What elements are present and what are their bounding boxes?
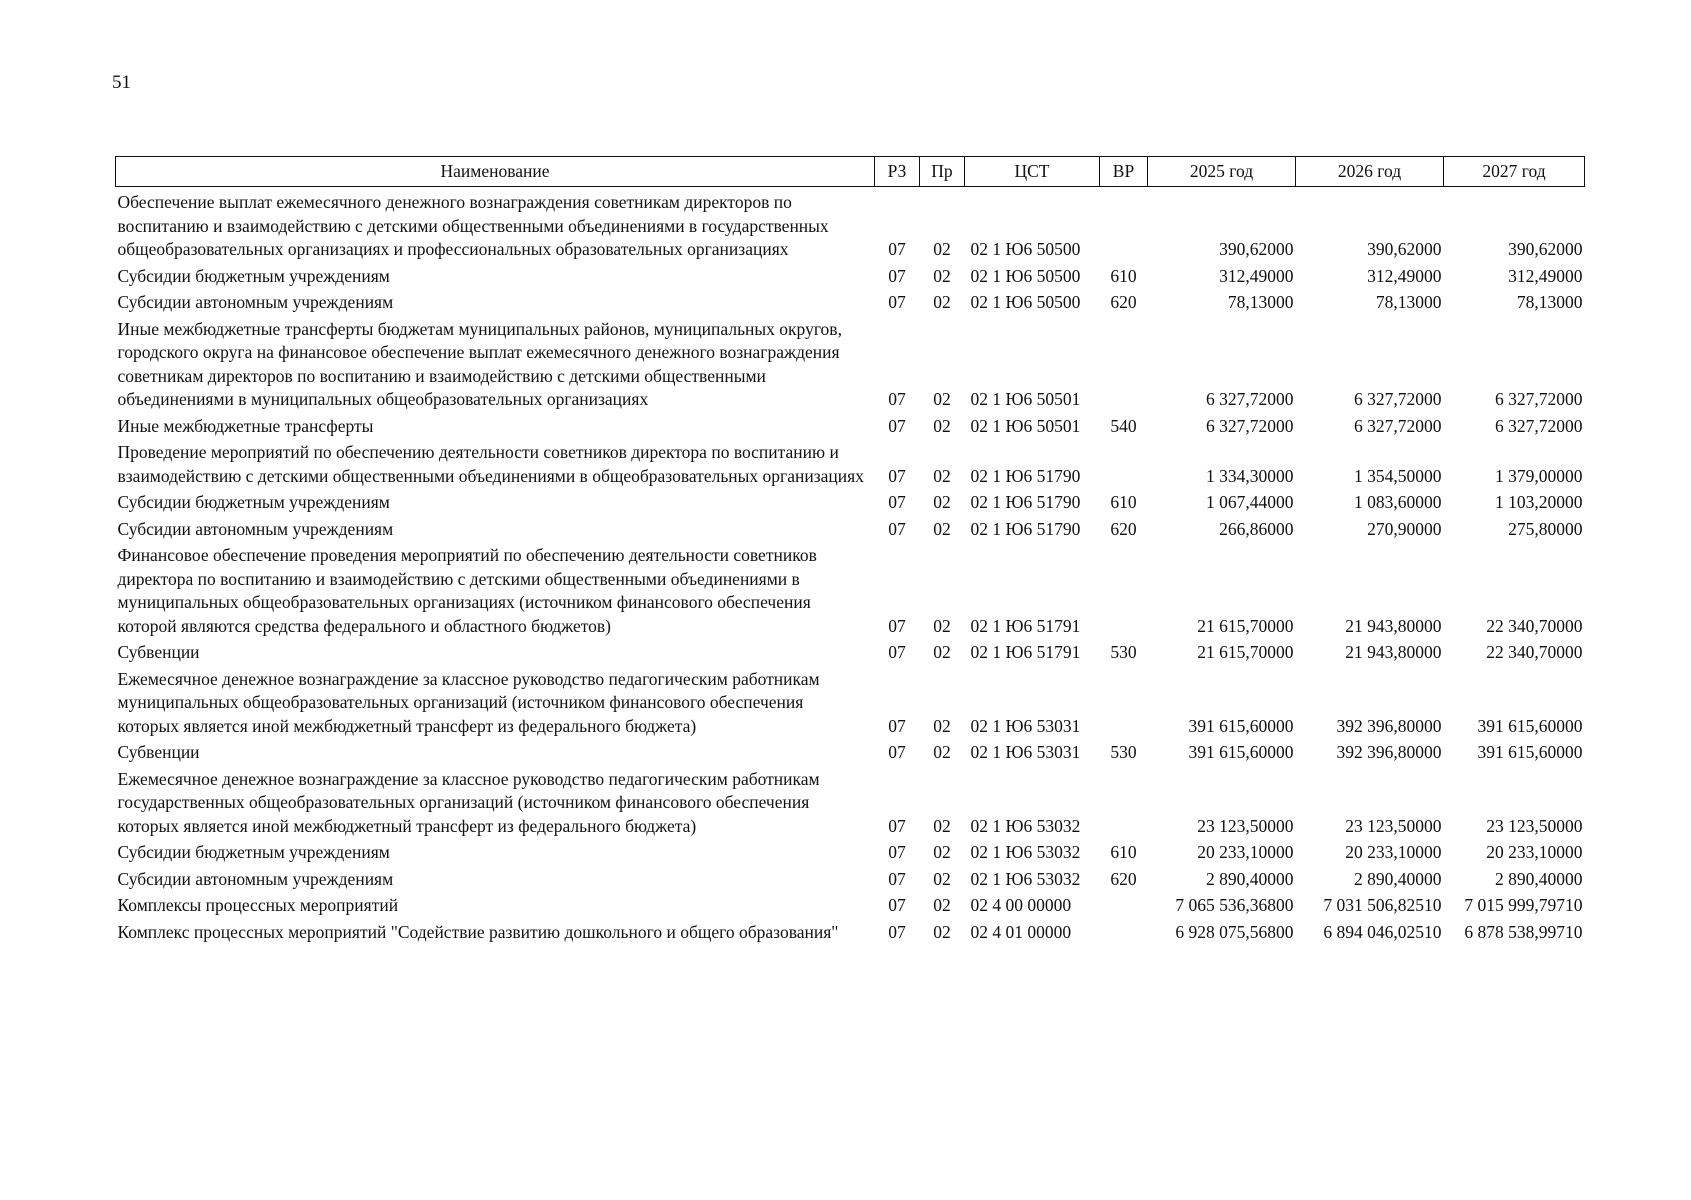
cell-2027: 6 327,72000 (1495, 389, 1583, 409)
cell-name: Субсидии бюджетным учреждениям (117, 842, 390, 862)
cell-cst: 02 1 Ю6 50500 (970, 239, 1081, 259)
cell-2027: 2 890,40000 (1495, 868, 1583, 889)
cell-vr: 610 (1110, 842, 1137, 862)
cell-2025: 391 615,60000 (1188, 742, 1294, 762)
cell-rz: 07 (888, 921, 906, 942)
cell-2027: 1 379,00000 (1495, 465, 1583, 486)
cell-pr: 02 (933, 642, 951, 662)
cell-2027: 22 340,70000 (1486, 642, 1583, 662)
table-row (116, 668, 1585, 742)
cell-cst: 02 1 Ю6 50501 (970, 389, 1081, 409)
cell-2025: 20 233,10000 (1197, 842, 1294, 862)
cell-2027: 275,80000 (1508, 518, 1583, 539)
cell-vr (1100, 894, 1148, 921)
cell-2027: 391 615,60000 (1477, 715, 1583, 736)
header-year-2026: 2026 год (1296, 157, 1444, 187)
cell-2026: 6 327,72000 (1354, 389, 1442, 409)
cell-rz: 07 (888, 492, 906, 512)
cell-rz: 07 (888, 415, 906, 436)
cell-rz: 07 (888, 715, 906, 736)
cell-2026: 1 354,50000 (1354, 465, 1442, 486)
cell-name: Субвенции (117, 642, 200, 662)
cell-vr (1100, 544, 1148, 641)
cell-rz: 07 (888, 292, 906, 312)
cell-2026: 21 943,80000 (1345, 615, 1442, 636)
cell-rz: 07 (888, 239, 906, 259)
cell-vr: 620 (1110, 518, 1137, 539)
cell-cst: 02 4 01 00000 (970, 921, 1072, 942)
cell-pr: 02 (933, 868, 951, 889)
cell-2027: 6 327,72000 (1495, 415, 1583, 436)
table-body (116, 187, 1585, 948)
header-name: Наименование (116, 157, 875, 187)
cell-2027: 78,13000 (1516, 292, 1583, 312)
cell-name: Субсидии автономным учреждениям (117, 292, 394, 312)
table-row (116, 841, 1585, 868)
table-row (116, 187, 1585, 265)
table-row (116, 415, 1585, 442)
cell-rz: 07 (888, 465, 906, 486)
cell-2027: 391 615,60000 (1477, 742, 1583, 762)
cell-name: Ежемесячное денежное вознаграждение за классное руководство педагогическим работникам государственных общеобразовательных организаций (источником финансового обеспечения которых является иной межбюджетный трансферт из федерального бюджета) (117, 768, 820, 836)
cell-name: Комплексы процессных мероприятий (117, 895, 399, 915)
cell-2025: 391 615,60000 (1188, 715, 1294, 736)
cell-name: Комплекс процессных мероприятий "Содействие развитию дошкольного и общего образования" (117, 921, 839, 942)
cell-name: Финансовое обеспечение проведения мероприятий по обеспечению деятельности советников директора по воспитанию и взаимодействию с детскими общественными объединениями в муниципальных общеобразовательных организациях (источником финансового обеспечения которой являются средства федерального и областного бюджетов) (117, 545, 817, 636)
cell-pr: 02 (933, 465, 951, 486)
cell-cst: 02 1 Ю6 51790 (970, 518, 1081, 539)
cell-2025: 21 615,70000 (1197, 615, 1294, 636)
cell-2026: 78,13000 (1375, 292, 1442, 312)
cell-vr: 610 (1110, 492, 1137, 512)
cell-2025: 1 334,30000 (1206, 465, 1294, 486)
cell-2025: 266,86000 (1219, 518, 1294, 539)
cell-vr (1100, 668, 1148, 742)
cell-cst: 02 1 Ю6 50500 (970, 265, 1081, 286)
cell-2025: 7 065 536,36800 (1175, 895, 1294, 915)
cell-2026: 20 233,10000 (1345, 842, 1442, 862)
cell-vr: 530 (1110, 742, 1137, 762)
page-number: 51 (112, 72, 131, 93)
cell-vr (1100, 441, 1148, 491)
cell-rz: 07 (888, 642, 906, 662)
cell-rz: 07 (888, 265, 906, 286)
cell-pr: 02 (933, 921, 951, 942)
cell-cst: 02 1 Ю6 53031 (970, 715, 1081, 736)
cell-rz: 07 (888, 518, 906, 539)
cell-pr: 02 (933, 895, 951, 915)
table-row (116, 318, 1585, 415)
cell-vr (1100, 187, 1148, 265)
header-vr: ВР (1100, 157, 1148, 187)
cell-cst: 02 1 Ю6 53032 (970, 815, 1081, 836)
cell-cst: 02 1 Ю6 53032 (970, 868, 1081, 889)
cell-vr: 540 (1110, 415, 1137, 436)
cell-rz: 07 (888, 868, 906, 889)
cell-2026: 390,62000 (1367, 239, 1442, 259)
cell-name: Субвенции (117, 742, 200, 762)
cell-2026: 1 083,60000 (1354, 492, 1442, 512)
cell-2025: 2 890,40000 (1206, 868, 1294, 889)
table-row (116, 768, 1585, 842)
cell-vr (1100, 318, 1148, 415)
budget-table (115, 156, 1585, 947)
header-year-2025: 2025 год (1148, 157, 1296, 187)
cell-2026: 7 031 506,82510 (1323, 895, 1442, 915)
cell-name: Проведение мероприятий по обеспечению деятельности советников директора по воспитанию и взаимодействию с детскими общественными объединениями в общеобразовательных организациях (117, 442, 864, 486)
table-header-row (116, 157, 1585, 187)
cell-2027: 20 233,10000 (1486, 842, 1583, 862)
cell-2025: 78,13000 (1227, 292, 1294, 312)
cell-pr: 02 (933, 389, 951, 409)
table-row (116, 518, 1585, 545)
cell-name: Субсидии бюджетным учреждениям (117, 265, 390, 286)
cell-vr (1100, 768, 1148, 842)
cell-2027: 6 878 538,99710 (1464, 921, 1583, 942)
cell-2026: 312,49000 (1367, 265, 1442, 286)
cell-pr: 02 (933, 842, 951, 862)
cell-name: Ежемесячное денежное вознаграждение за классное руководство педагогическим работникам муниципальных общеобразовательных организаций (источником финансового обеспечения которых является иной межбюджетный трансферт из федерального бюджета) (117, 668, 820, 736)
cell-name: Субсидии автономным учреждениям (117, 518, 394, 539)
header-year-2027: 2027 год (1444, 157, 1585, 187)
cell-rz: 07 (888, 842, 906, 862)
cell-name: Иные межбюджетные трансферты бюджетам муниципальных районов, муниципальных округов, городского округа на финансовое обеспечение выплат ежемесячного денежного вознаграждения советникам директоров по воспитанию и взаимодействию с детскими общественными объединениями в муниципальных общеобразовательных организациях (117, 318, 842, 409)
cell-pr: 02 (933, 292, 951, 312)
cell-2025: 1 067,44000 (1206, 492, 1294, 512)
cell-cst: 02 1 Ю6 51791 (970, 615, 1081, 636)
cell-2026: 270,90000 (1367, 518, 1442, 539)
cell-vr: 620 (1110, 292, 1137, 312)
cell-pr: 02 (933, 492, 951, 512)
cell-rz: 07 (888, 815, 906, 836)
cell-pr: 02 (933, 239, 951, 259)
cell-2025: 21 615,70000 (1197, 642, 1294, 662)
cell-vr (1100, 921, 1148, 948)
cell-rz: 07 (888, 895, 906, 915)
cell-2026: 6 327,72000 (1354, 415, 1442, 436)
cell-2026: 23 123,50000 (1345, 815, 1442, 836)
cell-2026: 21 943,80000 (1345, 642, 1442, 662)
table-row (116, 265, 1585, 292)
cell-pr: 02 (933, 815, 951, 836)
cell-pr: 02 (933, 742, 951, 762)
cell-cst: 02 1 Ю6 50500 (970, 292, 1081, 312)
cell-cst: 02 1 Ю6 51791 (970, 642, 1081, 662)
cell-2025: 23 123,50000 (1197, 815, 1294, 836)
cell-pr: 02 (933, 265, 951, 286)
table-row (116, 894, 1585, 921)
table-row (116, 491, 1585, 518)
cell-cst: 02 1 Ю6 51790 (970, 465, 1081, 486)
cell-rz: 07 (888, 742, 906, 762)
cell-name: Обеспечение выплат ежемесячного денежного вознаграждения советникам директоров по воспитанию и взаимодействию с детскими общественными объединениями в государственных общеобразовательных организациях и профессиональных образовательных организациях (117, 192, 829, 259)
table-row (116, 441, 1585, 491)
cell-cst: 02 1 Ю6 50501 (970, 415, 1081, 436)
cell-2027: 1 103,20000 (1495, 492, 1583, 512)
table-row (116, 291, 1585, 318)
cell-2025: 390,62000 (1219, 239, 1294, 259)
cell-rz: 07 (888, 389, 906, 409)
cell-2025: 6 327,72000 (1206, 415, 1294, 436)
table-row (116, 741, 1585, 768)
cell-vr: 620 (1110, 868, 1137, 889)
cell-2027: 22 340,70000 (1486, 615, 1583, 636)
cell-2027: 23 123,50000 (1486, 815, 1583, 836)
cell-2026: 6 894 046,02510 (1323, 921, 1442, 942)
cell-cst: 02 1 Ю6 53032 (970, 842, 1081, 862)
cell-name: Субсидии бюджетным учреждениям (117, 492, 390, 512)
table-row (116, 868, 1585, 895)
header-pr: Пр (920, 157, 965, 187)
cell-pr: 02 (933, 415, 951, 436)
cell-pr: 02 (933, 715, 951, 736)
cell-2025: 312,49000 (1219, 265, 1294, 286)
cell-2026: 392 396,80000 (1336, 715, 1442, 736)
cell-2027: 7 015 999,79710 (1464, 895, 1583, 915)
cell-2027: 312,49000 (1508, 265, 1583, 286)
table-row (116, 641, 1585, 668)
cell-2027: 390,62000 (1508, 239, 1583, 259)
cell-cst: 02 1 Ю6 51790 (970, 492, 1081, 512)
cell-cst: 02 1 Ю6 53031 (970, 742, 1081, 762)
cell-cst: 02 4 00 00000 (970, 895, 1072, 915)
table-row (116, 921, 1585, 948)
cell-vr: 610 (1110, 265, 1137, 286)
cell-pr: 02 (933, 615, 951, 636)
header-rz: РЗ (875, 157, 920, 187)
cell-rz: 07 (888, 615, 906, 636)
cell-vr: 530 (1110, 642, 1137, 662)
table-row (116, 544, 1585, 641)
cell-name: Иные межбюджетные трансферты (117, 415, 374, 436)
header-cst: ЦСТ (965, 157, 1100, 187)
cell-pr: 02 (933, 518, 951, 539)
cell-2026: 2 890,40000 (1354, 868, 1442, 889)
cell-2025: 6 327,72000 (1206, 389, 1294, 409)
cell-name: Субсидии автономным учреждениям (117, 868, 394, 889)
cell-2025: 6 928 075,56800 (1175, 921, 1294, 942)
cell-2026: 392 396,80000 (1336, 742, 1442, 762)
